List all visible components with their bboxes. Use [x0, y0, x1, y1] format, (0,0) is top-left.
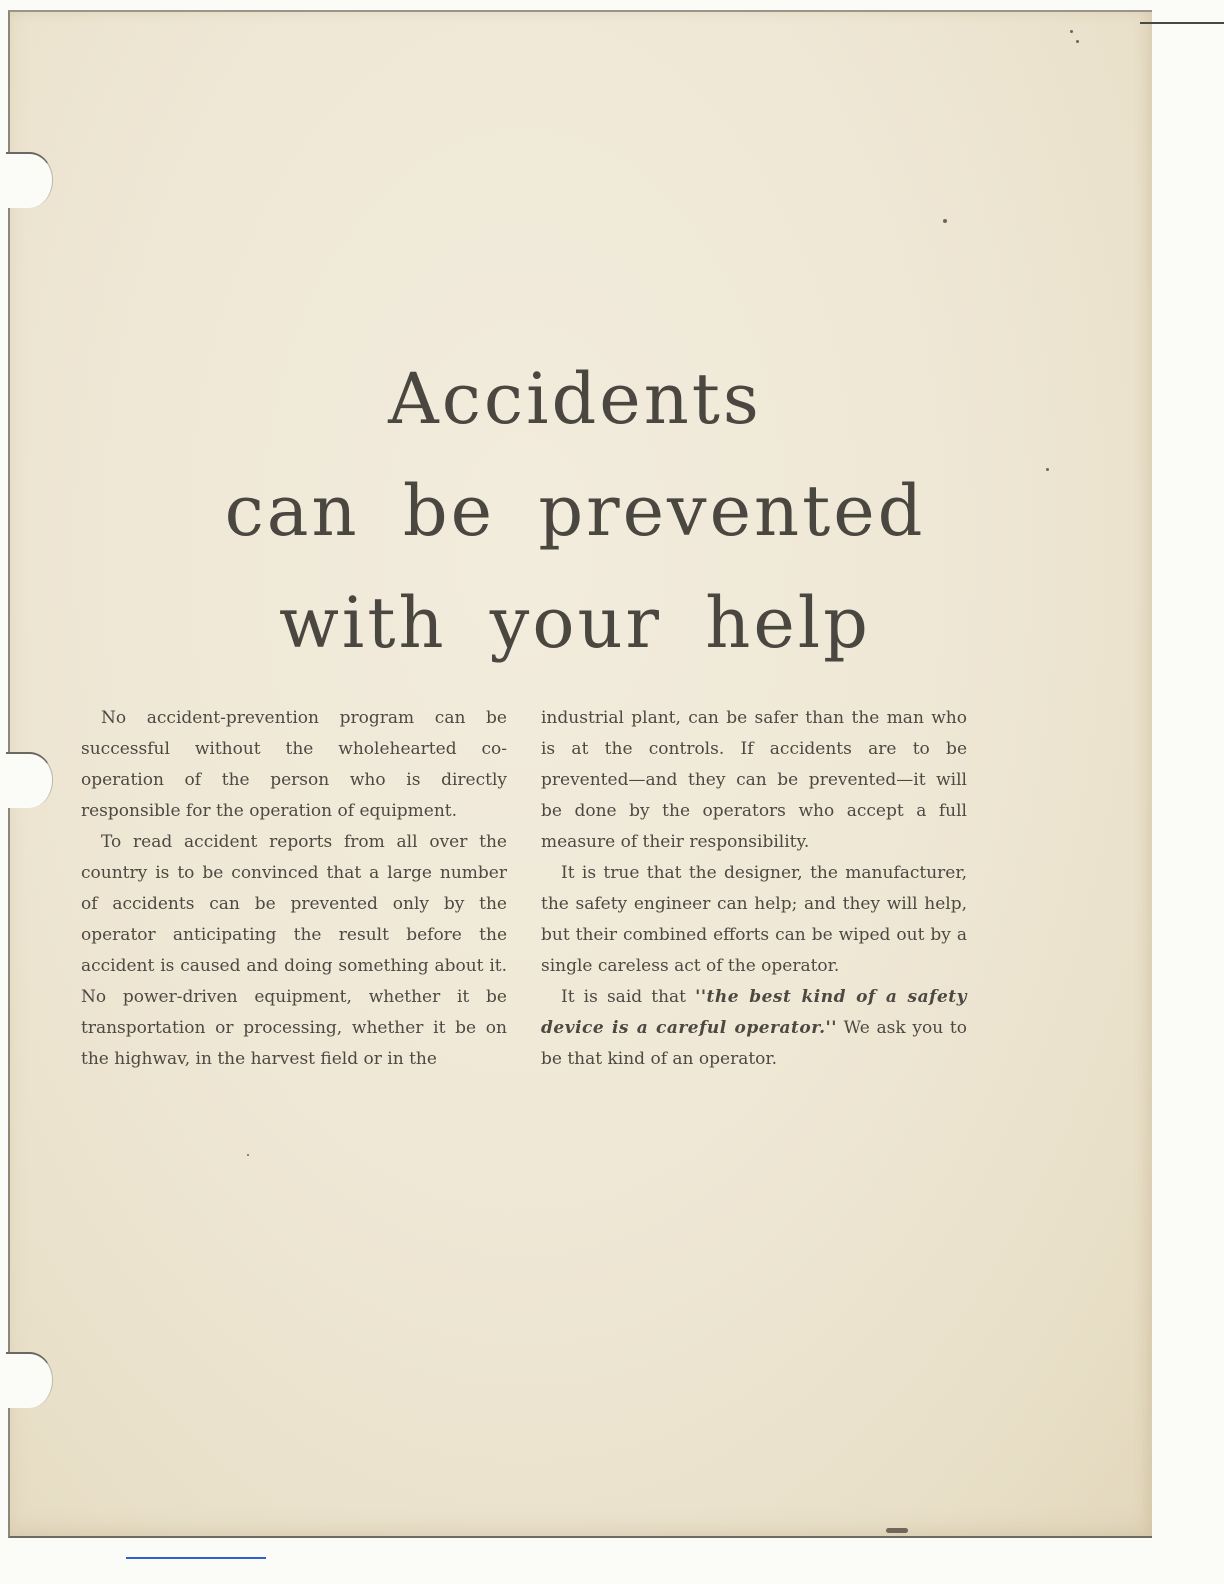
paper-speck — [1070, 30, 1073, 33]
paper-speck — [1076, 40, 1079, 43]
paper-speck — [943, 219, 947, 223]
binder-punch-hole — [6, 752, 53, 808]
scan-marker-bar — [126, 1557, 266, 1559]
safety-quote: ''the best kind of a safety device is a careful operator.'' — [541, 987, 967, 1038]
body-column-left — [81, 703, 507, 1075]
body-paragraph-continued: industrial plant, can be safer than the man who is at the controls. If accidents are to be prevented—and they can be prevented—it will be done by the operators who accept a full measure of their responsibility. — [541, 708, 967, 852]
paper-speck — [886, 1528, 908, 1533]
binder-punch-hole — [6, 1352, 53, 1408]
paper-speck — [247, 1154, 249, 1156]
body-column-right — [541, 703, 967, 1075]
headline-line-1: Accidents — [388, 358, 762, 440]
scan-edge-line — [1140, 22, 1224, 24]
body-paragraph: To read accident reports from all over the country is to be convinced that a large number of accidents can be prevented only by the operator anticipating the result before the accident is caused and doing something about it. No power-driven equipment, whether it be transportation or processing, whether it be on the highwav, in the harvest field or in the — [81, 832, 507, 1069]
quote-closing: We ask you to be that kind of an operator. — [541, 1018, 967, 1069]
headline-line-2: can be prevented — [224, 470, 926, 552]
headline-line-3: with your help — [279, 582, 871, 664]
body-paragraph: It is true that the designer, the manufacturer, the safety engineer can help; and they will help, but their combined efforts can be wiped out by a single careless act of the operator. — [541, 863, 967, 976]
quote-intro: It is said that — [561, 987, 696, 1007]
binder-punch-hole — [6, 152, 53, 208]
body-paragraph: No accident-prevention program can be successful without the wholehearted co-operation of the person who is directly responsible for the operation of equipment. — [81, 708, 507, 821]
body-paragraph-quote — [541, 982, 967, 1075]
